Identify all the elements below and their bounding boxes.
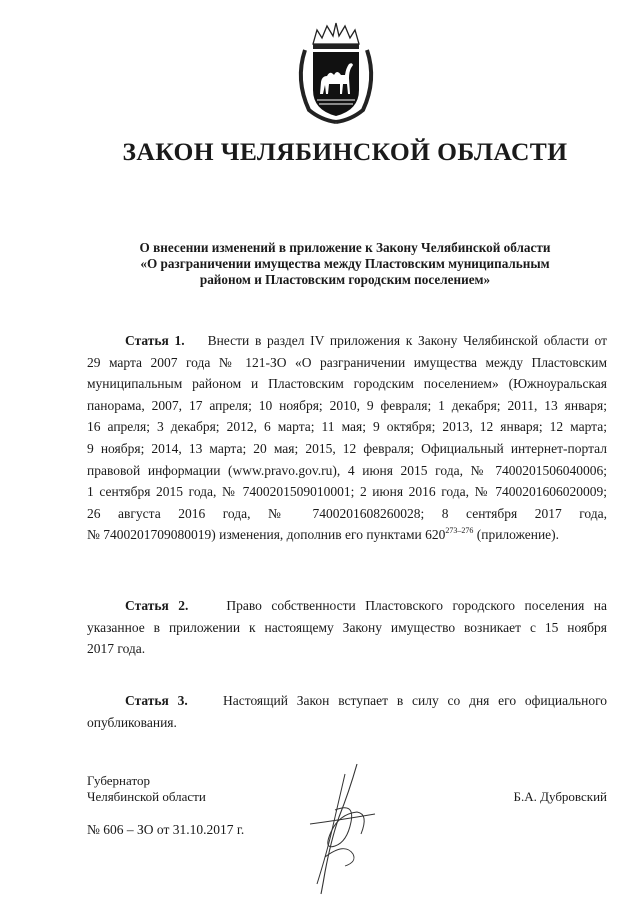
article-line: 1 сентября 2015 года, № 7400201509010001; 2 июня 2016 года, № 7400201606020009; <box>87 484 607 500</box>
law-subtitle <box>0 240 640 288</box>
article-3 <box>87 690 607 733</box>
article-line: указанное в приложении к настоящему Закону имущество возникает с 15 ноября <box>87 619 607 635</box>
article-line: 16 апреля; 3 декабря; 2012, 6 марта; 11 мая; 9 октября; 2013, 12 января; 12 марта; <box>87 419 607 435</box>
article-line: 26 августа 2016 года, № 7400201608260028; 8 сентября 2017 года, <box>87 505 607 521</box>
article-line: № 7400201709080019) изменения, дополнив его пунктами 620$^{273-276}$ (приложение). <box>87 526 560 543</box>
article-line: 29 марта 2007 года № 121-ЗО «О разграничении имущества между Пластовским <box>87 354 607 370</box>
article-line: 9 ноября; 2014, 13 марта; 20 мая; 2015, 12 февраля; Официальный интернет-портал <box>87 440 607 456</box>
article-line: панорама, 2007, 17 апреля; 10 ноября; 2010, 9 февраля; 1 декабря; 2011, 13 января; <box>87 397 607 413</box>
article-line: муниципальным районом и Пластовским городским поселением» (Южноуральская <box>87 376 607 392</box>
signer-position <box>87 773 206 805</box>
signer-title: Губернатор <box>87 773 150 788</box>
subtitle-line: О внесении изменений в приложение к Закону Челябинской области <box>139 240 551 255</box>
article-head: Статья 2. <box>125 598 189 613</box>
article-head: Статья 1. <box>125 333 185 348</box>
signer-name: Б.А. Дубровский <box>513 789 607 804</box>
handwritten-signature <box>305 762 380 897</box>
coat-of-arms-emblem <box>291 20 381 125</box>
article-head: Статья 3. <box>125 693 188 708</box>
article-line: 2017 года. <box>87 641 146 657</box>
article-line: опубликования. <box>87 714 177 730</box>
article-1 <box>87 330 607 546</box>
subtitle-line: районом и Пластовским городским поселением» <box>199 272 491 287</box>
article-line: Статья 1. Внести в раздел IV приложения к Закону Челябинской области от <box>125 333 608 348</box>
article-line: правовой информации (www.pravo.gov.ru), 4 июня 2015 года, № 7400201506040006; <box>87 462 607 478</box>
superscript-range: 273–276 <box>445 526 474 536</box>
law-number: № 606 – ЗО от 31.10.2017 г. <box>87 822 245 837</box>
article-2 <box>87 595 607 660</box>
article-line: Статья 3. Настоящий Закон вступает в силу со дня его официального <box>125 693 608 708</box>
subtitle-line: «О разграничении имущества между Пластовским муниципальным <box>140 256 550 271</box>
signer-region: Челябинской области <box>87 789 206 804</box>
article-line: Статья 2. Право собственности Пластовского городского поселения на <box>125 598 608 613</box>
law-title: ЗАКОН ЧЕЛЯБИНСКОЙ ОБЛАСТИ <box>122 137 568 166</box>
